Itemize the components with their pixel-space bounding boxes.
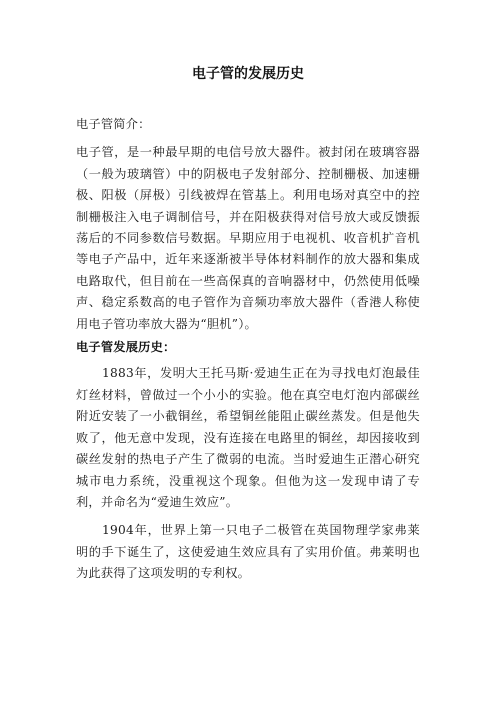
paragraph-1904: 1904年，世界上第一只电子二极管在英国物理学家弗莱明的手下诞生了，这使爱迪生效应具有了实用价值。弗莱明也为此获得了这项发明的专利权。 (76, 523, 420, 581)
paragraph-1883: 1883年，发明大王托马斯·爱迪生正在为寻找电灯泡最佳灯丝材料，曾做过一个小小的实验。他在真空电灯泡内部碳丝附近安装了一小截铜丝，希望铜丝能阻止碳丝蒸发。但是他失败了，他无意中发现，没有连接在电路里的铜丝，却因接收到碳丝发射的热电子产生了微弱的电流。当时爱迪生正潜心研究城市电力系统，没重视这个现象。但他为这一发现申请了专利，并命名为“爱迪生效应”。 (76, 366, 420, 509)
intro-paragraph: 电子管，是一种最早期的电信号放大器件。被封闭在玻璃容器（一般为玻璃管）中的阴极电子发射部分、控制栅极、加速栅极、阳极（屏极）引线被焊在管基上。利用电场对真空中的控制栅极注入电子调制信号，并在阳极获得对信号放大或反馈振荡后的不同参数信号数据。早期应用于电视机、收音机扩音机等电子产品中，近年来逐渐被半导体材料制作的放大器和集成电路取代，但目前在一些高保真的音响器材中，仍然使用低噪声、稳定系数高的电子管作为音频功率放大器件（香港人称使用电子管功率放大器为“胆机”）。 (76, 145, 420, 331)
history-heading: 电子管发展历史： (76, 340, 176, 355)
document-title: 电子管的发展历史 (192, 66, 304, 82)
intro-label: 电子管简介： (76, 117, 151, 131)
document-body (76, 114, 420, 585)
